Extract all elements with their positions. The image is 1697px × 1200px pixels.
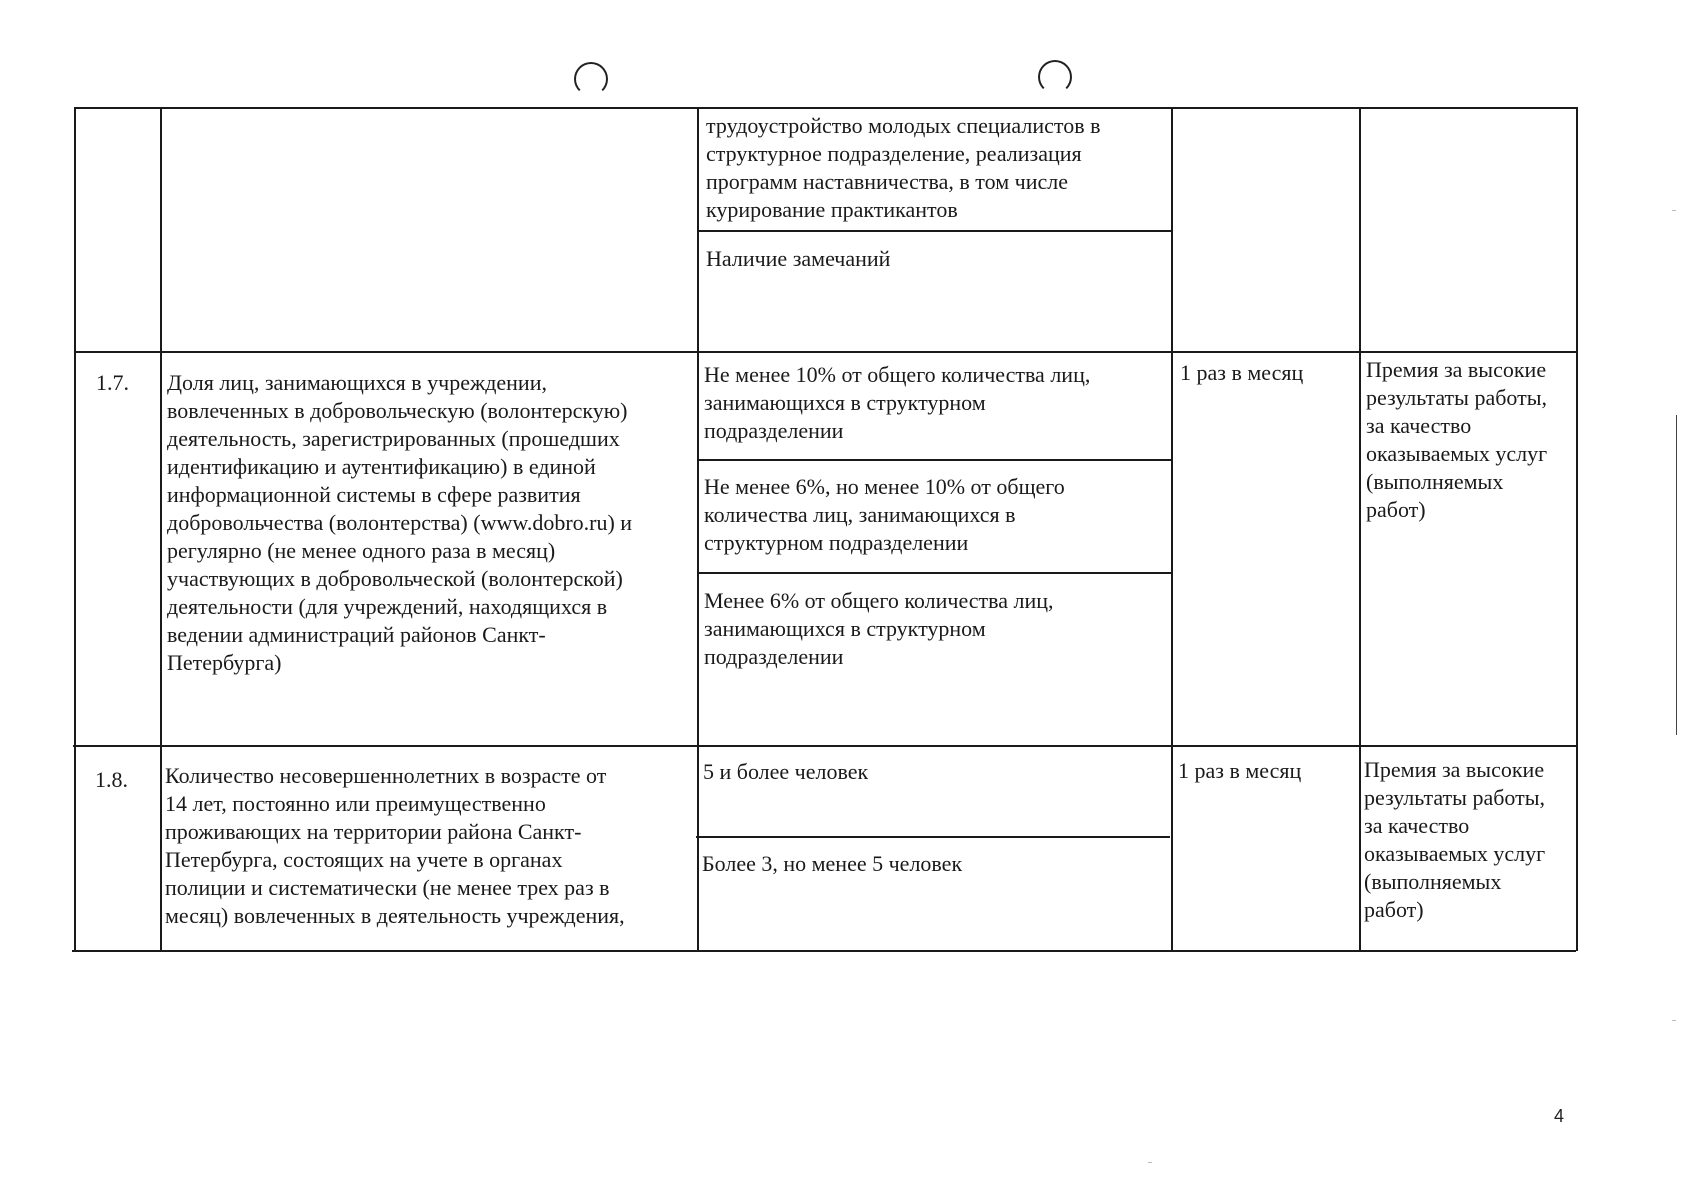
scan-margin-mark xyxy=(1676,415,1677,735)
table-top-border xyxy=(75,107,1577,109)
scan-speck xyxy=(1672,210,1676,211)
periodicity-column-divider xyxy=(1359,107,1361,951)
row-1-8-top-border xyxy=(73,745,1576,747)
criteria-text: Не менее 6%, но менее 10% от общего количества лиц, занимающихся в структурном подразделении xyxy=(704,474,1065,555)
indicator-text: Количество несовершеннолетних в возрасте от 14 лет, постоянно или преимущественно проживающих на территории района Санкт- Петербурга, состоящих на учете в органах полиции и систематически (не менее трех раз в месяц) вовлеченных в деятельность учреждения, xyxy=(165,763,625,928)
row-1-8-criteria-divider xyxy=(696,836,1170,838)
scan-speck xyxy=(1148,1162,1152,1163)
row-1-7-criteria-divider-2 xyxy=(697,572,1171,574)
criteria-text: 5 и более человек xyxy=(703,759,869,784)
row-1-7-top-border xyxy=(74,351,1577,353)
criteria-column-divider xyxy=(1171,107,1173,951)
periodicity-text: 1 раз в месяц xyxy=(1178,758,1302,783)
punch-hole-right xyxy=(1038,60,1072,94)
payment-type-text: Премия за высокие результаты работы, за качество оказываемых услуг (выполняемых работ) xyxy=(1366,357,1548,522)
top-criteria-divider xyxy=(699,230,1172,232)
criteria-text: Более 3, но менее 5 человек xyxy=(702,851,963,876)
indicator-text: Доля лиц, занимающихся в учреждении, вовлеченных в добровольческую (волонтерскую) деятельность, зарегистрированных (прошедших идентификацию и аутентификацию) в единой информационной системы в сфере развития добровольчества (волонтерства) (www.dobro.ru) и регулярно (не менее одного раза в месяц) участвующих в добровольческой (волонтерской) деятельности (для учреждений, находящихся в ведении администраций районов Санкт- Петербурга) xyxy=(167,370,633,675)
criteria-text: Не менее 10% от общего количества лиц, занимающихся в структурном подразделении xyxy=(704,362,1091,443)
punch-hole-left xyxy=(574,62,608,96)
page-number: 4 xyxy=(1554,1106,1565,1126)
top-criteria-text-2: Наличие замечаний xyxy=(706,246,891,271)
payment-type-text: Премия за высокие результаты работы, за качество оказываемых услуг (выполняемых работ) xyxy=(1364,757,1546,922)
periodicity-text: 1 раз в месяц xyxy=(1180,360,1304,385)
table-right-border xyxy=(1576,107,1578,951)
scan-speck xyxy=(1672,1020,1676,1021)
table-left-border xyxy=(74,107,76,951)
row-number: 1.7. xyxy=(96,370,129,395)
indicator-column-divider xyxy=(697,107,699,951)
row-1-7-criteria-divider-1 xyxy=(698,459,1171,461)
criteria-text: Менее 6% от общего количества лиц, занимающихся в структурном подразделении xyxy=(704,588,1054,669)
top-criteria-text-1: трудоустройство молодых специалистов в структурное подразделение, реализация программ наставничества, в том числе курирование практикантов xyxy=(706,113,1101,222)
table-bottom-border xyxy=(72,950,1576,952)
number-column-divider xyxy=(160,107,162,951)
row-number: 1.8. xyxy=(95,767,128,792)
